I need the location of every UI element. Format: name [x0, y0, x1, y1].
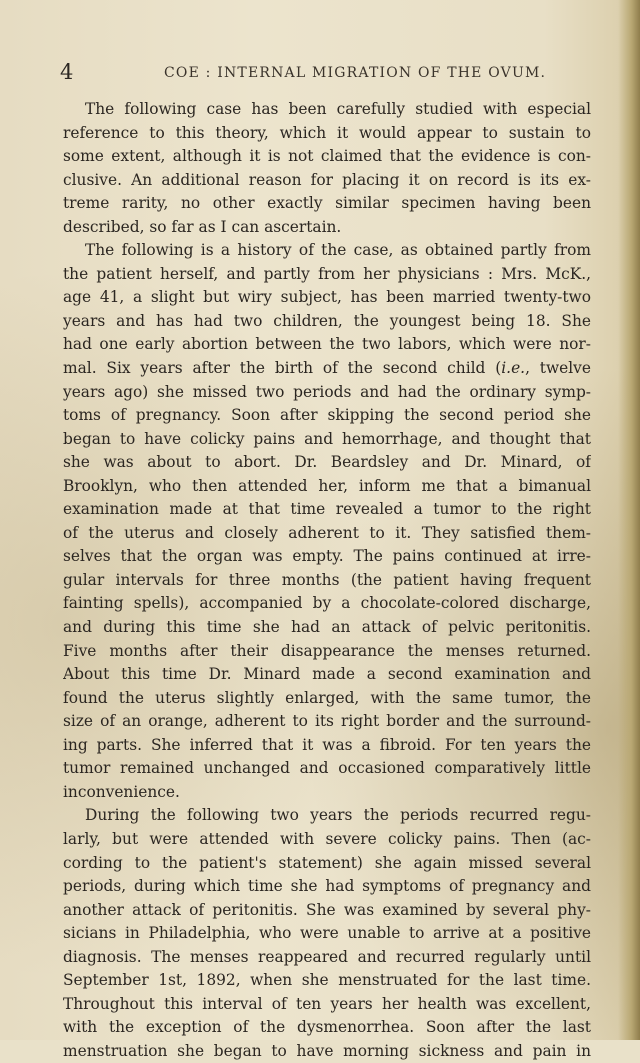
text-line: another attack of peritonitis. She was examined by several phy- [63, 900, 591, 919]
text-line: clusive. An additional reason for placing it on record is its ex- [63, 170, 591, 189]
text-line: with the exception of the dysmenorrhea. Soon after the last [63, 1018, 591, 1037]
text-line: cording to the patient's statement) she again missed several [63, 853, 591, 872]
text-line: gular intervals for three months (the patient having frequent [63, 570, 591, 589]
text-line: of the uterus and closely adherent to it. They satisfied them- [63, 523, 591, 542]
text-line: sicians in Philadelphia, who were unable to arrive at a positive [63, 924, 591, 943]
text-line: tumor remained unchanged and occasioned comparatively little [63, 759, 591, 778]
text-line: the patient herself, and partly from her physicians : Mrs. McK., [63, 264, 591, 283]
text-line: size of an orange, adherent to its right border and the surround- [63, 712, 591, 731]
text-line: selves that the organ was empty. The pains continued at irre- [63, 547, 591, 566]
text-line: About this time Dr. Minard made a second examination and [63, 665, 591, 684]
text-line: years and has had two children, the youngest being 18. She [63, 311, 591, 330]
text-line: treme rarity, no other exactly similar specimen having been [63, 194, 591, 213]
text-line: found the uterus slightly enlarged, with the same tumor, the [63, 688, 591, 707]
text-line: periods, during which time she had symptoms of pregnancy and [63, 877, 591, 896]
text-line: inconvenience. [63, 782, 180, 801]
text-line: some extent, although it is not claimed that the evidence is con- [63, 147, 591, 166]
text-line: ing parts. She inferred that it was a fibroid. For ten years the [63, 735, 591, 754]
page-edge-shadow [618, 0, 640, 1040]
text-line: began to have colicky pains and hemorrhage, and thought that [63, 429, 591, 448]
text-line: Five months after their disappearance the menses returned. [63, 641, 591, 660]
page-number: 4 [60, 60, 74, 84]
text-line: toms of pregnancy. Soon after skipping the second period she [63, 406, 591, 425]
text-line: menstruation she began to have morning sickness and pain in [63, 1041, 591, 1060]
text-line: reference to this theory, which it would appear to sustain to [63, 123, 591, 142]
text-line: Throughout this interval of ten years her health was excellent, [63, 994, 591, 1013]
text-line: had one early abortion between the two labors, which were nor- [63, 335, 591, 354]
text-line: September 1st, 1892, when she menstruated for the last time. [63, 971, 591, 990]
running-head: COE : INTERNAL MIGRATION OF THE OVUM. [164, 65, 547, 81]
text-line: The following is a history of the case, as obtained partly from [85, 241, 591, 260]
body-text [63, 98, 591, 1063]
text-line: The following case has been carefully studied with especial [85, 100, 591, 118]
text-line: and during this time she had an attack of pelvic peritonitis. [63, 618, 591, 637]
text-line: larly, but were attended with severe colicky pains. Then (ac- [63, 829, 591, 848]
text-line: During the following two years the periods recurred regu- [85, 806, 591, 825]
text-line: fainting spells), accompanied by a chocolate-colored discharge, [63, 594, 591, 613]
text-line: mal. Six years after the birth of the second child (i.e., twelve [63, 359, 591, 378]
text-line: she was about to abort. Dr. Beardsley and Dr. Minard, of [63, 453, 591, 472]
text-line: Brooklyn, who then attended her, inform me that a bimanual [63, 476, 591, 495]
text-line: years ago) she missed two periods and had the ordinary symp- [63, 382, 591, 401]
text-line: diagnosis. The menses reappeared and recurred regularly until [63, 947, 591, 966]
text-line: described, so far as I can ascertain. [63, 217, 342, 236]
text-line: examination made at that time revealed a tumor to the right [63, 500, 591, 519]
text-line: age 41, a slight but wiry subject, has been married twenty-two [63, 288, 591, 307]
page-header [60, 61, 600, 83]
